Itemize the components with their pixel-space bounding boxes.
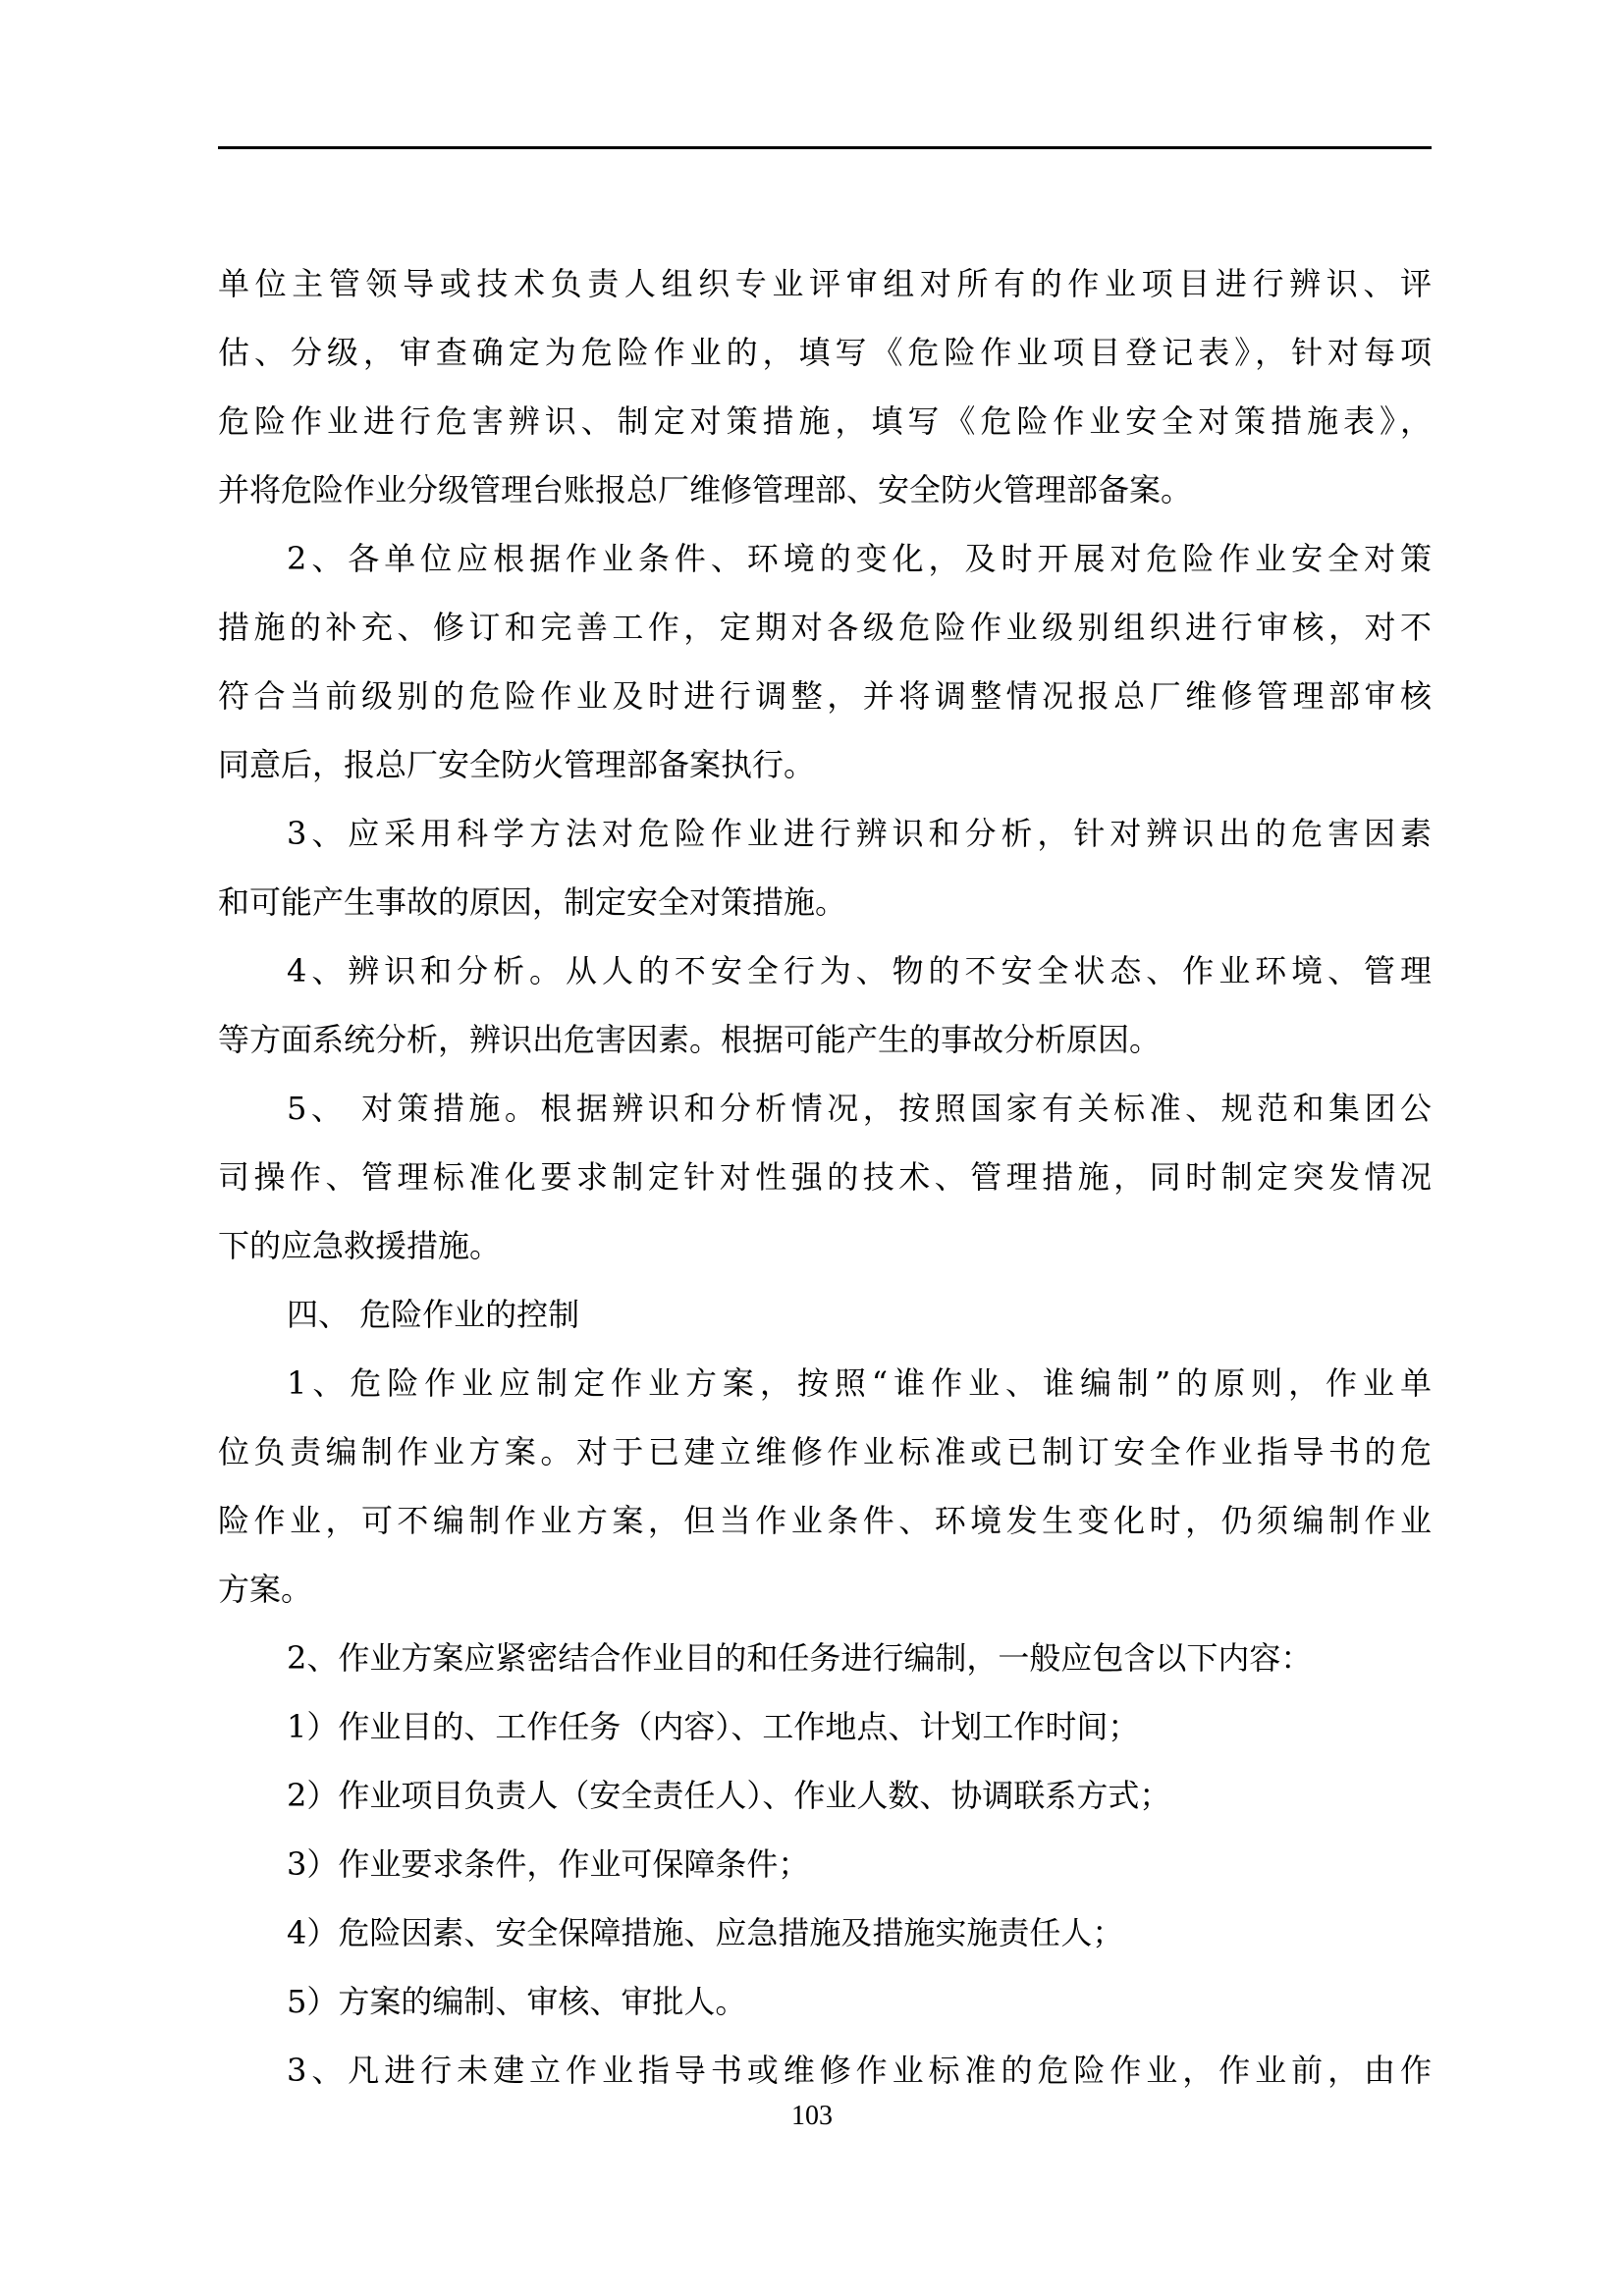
text-line: 5）方案的编制、审核、审批人。 <box>287 1983 747 2020</box>
text-line: 2、作业方案应紧密结合作业目的和任务进行编制，一般应包含以下内容： <box>287 1639 1313 1677</box>
text-line: 方案。 <box>218 1571 313 1608</box>
text-line: 2、各单位应根据作业条件、环境的变化，及时开展对危险作业安全对策 <box>287 540 1432 577</box>
section-heading-text: 四、 危险作业的控制 <box>287 1296 580 1333</box>
text-line: 1、危险作业应制定作业方案，按照“谁作业、谁编制”的原则，作业单 <box>287 1364 1432 1402</box>
text-line: 单位主管领导或技术负责人组织专业评审组对所有的作业项目进行辨识、评 <box>218 265 1432 302</box>
text-line: 符合当前级别的危险作业及时进行调整，并将调整情况报总厂维修管理部审核 <box>218 677 1432 715</box>
paragraph <box>218 2036 1432 2105</box>
page-number: 103 <box>791 2101 833 2131</box>
section-heading <box>218 1280 1432 1349</box>
text-line: 4）危险因素、安全保障措施、应急措施及措施实施责任人； <box>287 1914 1124 1951</box>
paragraph <box>218 1624 1432 1692</box>
text-line: 并将危险作业分级管理台账报总厂维修管理部、安全防火管理部备案。 <box>218 471 1193 508</box>
text-line: 同意后，报总厂安全防火管理部备案执行。 <box>218 746 816 783</box>
text-line: 3、应采用科学方法对危险作业进行辨识和分析，针对辨识出的危害因素 <box>287 815 1432 852</box>
header-rule <box>218 146 1432 149</box>
text-line: 估、分级，审查确定为危险作业的，填写《危险作业项目登记表》，针对每项 <box>218 334 1432 371</box>
list-item <box>218 1898 1432 1967</box>
text-line: 等方面系统分析，辨识出危害因素。根据可能产生的事故分析原因。 <box>218 1021 1162 1058</box>
text-line: 下的应急救援措施。 <box>218 1227 502 1264</box>
text-line: 和可能产生事故的原因，制定安全对策措施。 <box>218 883 847 921</box>
paragraph <box>218 799 1432 936</box>
text-line: 司操作、管理标准化要求制定针对性强的技术、管理措施，同时制定突发情况 <box>218 1158 1432 1196</box>
list-item <box>218 1967 1432 2036</box>
text-line: 措施的补充、修订和完善工作，定期对各级危险作业级别组织进行审核，对不 <box>218 609 1432 646</box>
text-line: 4、辨识和分析。从人的不安全行为、物的不安全状态、作业环境、管理 <box>287 952 1432 989</box>
paragraph <box>218 1074 1432 1280</box>
text-line: 3、凡进行未建立作业指导书或维修作业标准的危险作业，作业前，由作 <box>287 2052 1432 2089</box>
paragraph <box>218 936 1432 1074</box>
paragraph <box>218 249 1432 524</box>
document-body <box>218 249 1432 2105</box>
text-line: 险作业，可不编制作业方案，但当作业条件、环境发生变化时，仍须编制作业 <box>218 1502 1432 1539</box>
paragraph <box>218 1349 1432 1624</box>
list-item <box>218 1830 1432 1898</box>
text-line: 3）作业要求条件，作业可保障条件； <box>287 1845 810 1883</box>
text-line: 5、 对策措施。根据辨识和分析情况，按照国家有关标准、规范和集团公 <box>287 1090 1432 1127</box>
list-item <box>218 1692 1432 1761</box>
text-line: 1）作业目的、工作任务（内容）、工作地点、计划工作时间； <box>287 1708 1140 1745</box>
text-line: 2）作业项目负责人（安全责任人）、作业人数、协调联系方式； <box>287 1777 1171 1814</box>
text-line: 危险作业进行危害辨识、制定对策措施，填写《危险作业安全对策措施表》， <box>218 402 1432 440</box>
paragraph <box>218 524 1432 799</box>
text-line: 位负责编制作业方案。对于已建立维修作业标准或已制订安全作业指导书的危 <box>218 1433 1432 1470</box>
list-item <box>218 1761 1432 1830</box>
